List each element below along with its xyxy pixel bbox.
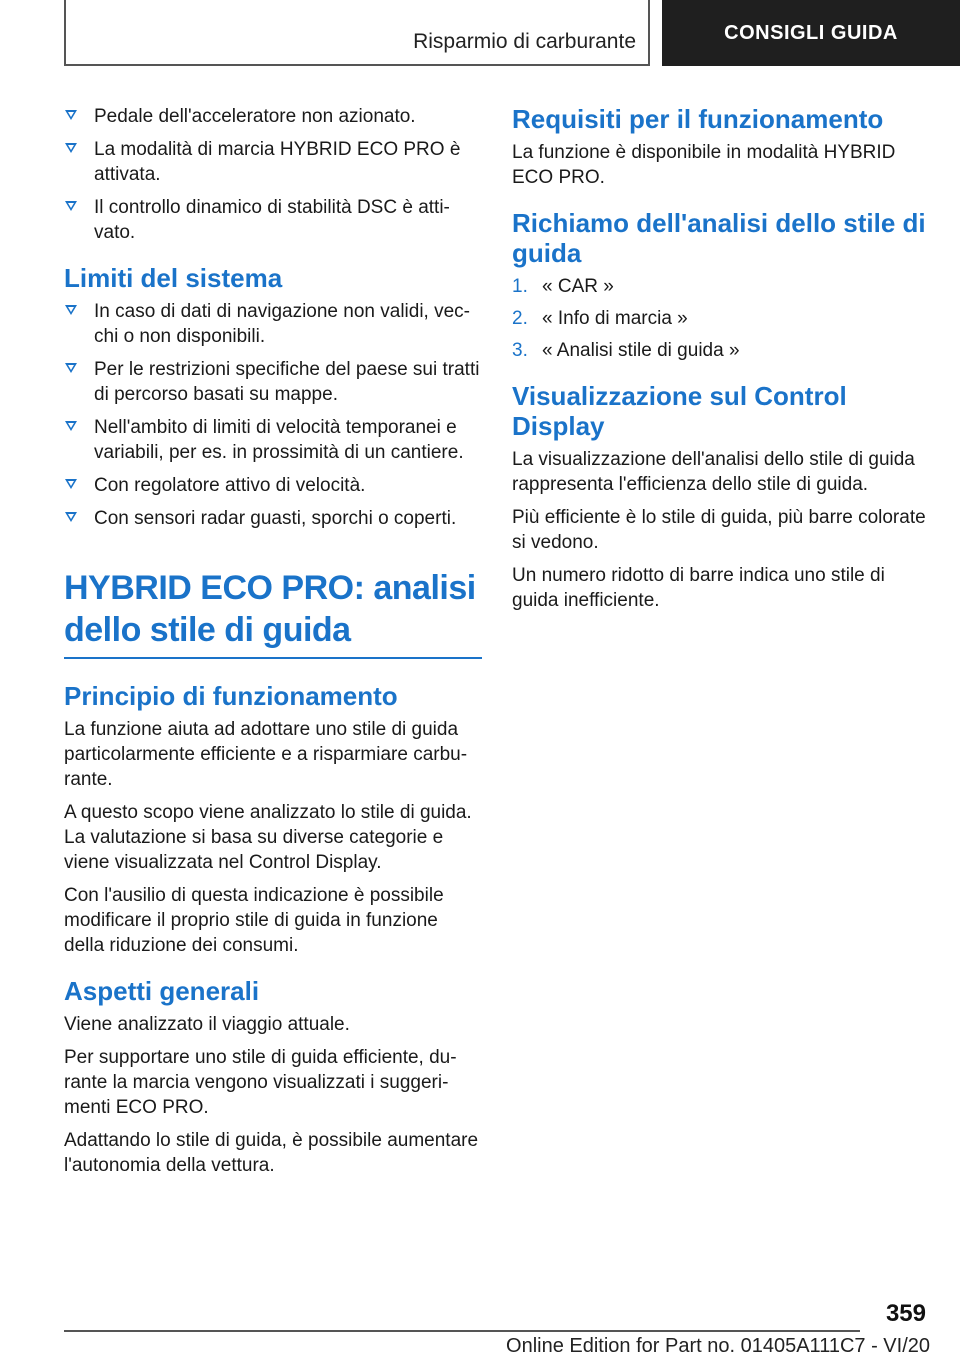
- page-number: 359: [885, 1300, 926, 1327]
- step-number: 3.: [512, 340, 528, 361]
- principle-paragraph: La funzione aiuta ad adottare uno stile di guida particolarmente efficiente e a risparmiare carbu-rante.: [64, 719, 468, 790]
- list-item: 3. « Analisi stile di guida »: [512, 340, 740, 361]
- general-paragraph: Adattando lo stile di guida, è possibile aumentare l'autonomia della vettura.: [64, 1130, 479, 1176]
- display-paragraph: Più efficiente è lo stile di guida, più barre colorate si vedono.: [512, 507, 926, 553]
- step-number: 1.: [512, 276, 528, 297]
- header-right-rule: [648, 0, 650, 66]
- triangle-bullet-icon: [65, 201, 77, 211]
- list-item: Con regolatore attivo di velocità.: [64, 473, 482, 498]
- header-left-rule: [64, 0, 66, 66]
- list-item: La modalità di marcia HYBRID ECO PRO è attivata.: [64, 137, 482, 187]
- list-item: 1. « CAR »: [512, 276, 614, 297]
- general-heading: Aspetti generali: [64, 976, 260, 1006]
- intro-bullet-list: [64, 104, 482, 245]
- display-paragraph: La visualizzazione dell'analisi dello stile di guida rappresenta l'efficienza dello stile di guida.: [512, 449, 915, 495]
- general-paragraph: Per supportare uno stile di guida efficiente, du-rante la marcia vengono visualizzati i suggeri-menti ECO PRO.: [64, 1047, 457, 1118]
- principle-heading: Principio di funzionamento: [64, 681, 398, 711]
- step-number: 2.: [512, 308, 528, 329]
- limits-bullet-list: [64, 299, 482, 531]
- header-chapter-tab: CONSIGLI GUIDA: [662, 0, 960, 66]
- footer-edition-text: Online Edition for Part no. 01405A111C7 - VI/20: [506, 1335, 930, 1357]
- triangle-bullet-icon: [65, 110, 77, 120]
- list-item: Pedale dell'acceleratore non azionato.: [64, 104, 482, 129]
- list-item: In caso di dati di navigazione non validi, vec-chi o non disponibili.: [64, 299, 482, 349]
- list-item: Il controllo dinamico di stabilità DSC è atti-vato.: [64, 195, 482, 245]
- list-item: Con sensori radar guasti, sporchi o coperti.: [64, 506, 482, 531]
- requirements-paragraph: La funzione è disponibile in modalità HYBRID ECO PRO.: [512, 142, 896, 188]
- triangle-bullet-icon: [65, 421, 77, 431]
- list-item: Nell'ambito di limiti di velocità temporanei e variabili, per es. in prossimità di un cantiere.: [64, 415, 482, 465]
- principle-paragraph: A questo scopo viene analizzato lo stile di guida. La valutazione si basa su diverse categorie e viene visualizzata nel Control Display.: [64, 802, 472, 873]
- header-section-title: Risparmio di carburante: [413, 30, 636, 53]
- list-item: 2. « Info di marcia »: [512, 308, 688, 329]
- triangle-bullet-icon: [65, 363, 77, 373]
- recall-heading: Richiamo dell'analisi dello stile di guida: [512, 208, 926, 268]
- triangle-bullet-icon: [65, 479, 77, 489]
- recall-steps-list: [512, 274, 930, 363]
- list-item: Per le restrizioni specifiche del paese sui tratti di percorso basati su mappe.: [64, 357, 482, 407]
- main-title: HYBRID ECO PRO: analisi dello stile di guida: [64, 569, 476, 649]
- general-paragraph: Viene analizzato il viaggio attuale.: [64, 1014, 350, 1035]
- display-paragraph: Un numero ridotto di barre indica uno stile di guida inefficiente.: [512, 565, 885, 611]
- header-bottom-rule: [64, 64, 650, 66]
- triangle-bullet-icon: [65, 143, 77, 153]
- left-column: [64, 104, 482, 1186]
- principle-paragraph: Con l'ausilio di questa indicazione è possibile modificare il proprio stile di guida in funzione della riduzione dei consumi.: [64, 885, 444, 956]
- limits-heading: Limiti del sistema: [64, 263, 283, 293]
- requirements-heading: Requisiti per il funzionamento: [512, 104, 884, 134]
- triangle-bullet-icon: [65, 305, 77, 315]
- footer-rule: [64, 1330, 860, 1332]
- triangle-bullet-icon: [65, 512, 77, 522]
- title-underline: [64, 657, 482, 659]
- display-heading: Visualizzazione sul Control Display: [512, 381, 847, 441]
- right-column: [512, 104, 930, 621]
